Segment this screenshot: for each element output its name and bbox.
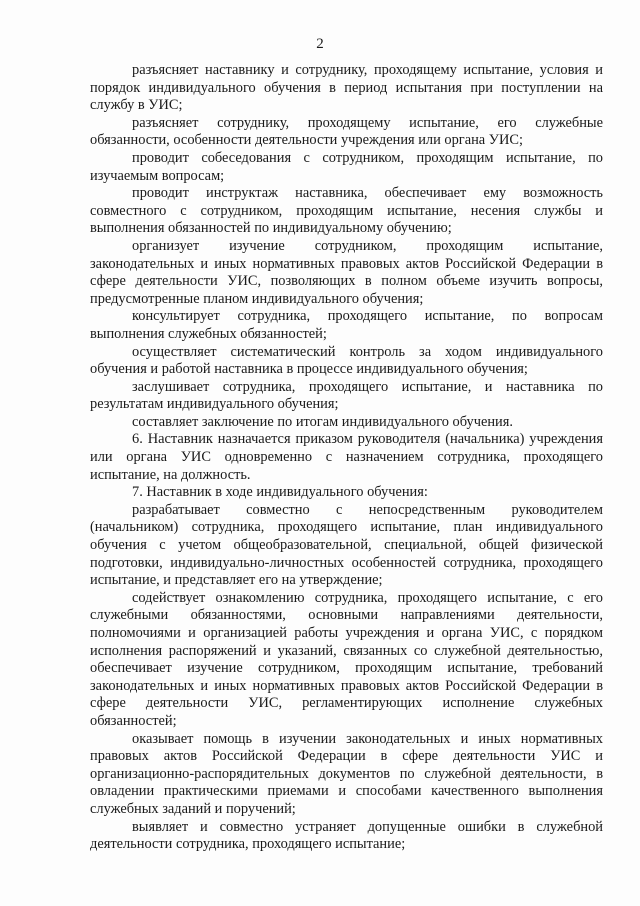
paragraph: заслушивает сотрудника, проходящего испытание, и наставника по результатам индивидуального обучения; xyxy=(90,378,603,413)
paragraph: оказывает помощь в изучении законодательных и иных нормативных правовых актов Российской Федерации в сфере деятельности УИС и организационно-распорядительных документов по служебной деятельности, в овладении практическими приемами и способами качественного выполнения служебных заданий и поручений; xyxy=(90,730,603,817)
paragraph: разрабатывает совместно с непосредственным руководителем (начальником) сотрудника, проходящего испытание, план индивидуального обучения с учетом общеобразовательной, специальной, общей физической подготовки, индивидуально-личностных особенностей сотрудника, проходящего испытание, и представляет его на утверждение; xyxy=(90,501,603,589)
paragraph: разъясняет сотруднику, проходящему испытание, его служебные обязанности, особенности деятельности учреждения или органа УИС; xyxy=(90,114,603,149)
paragraph: разъясняет наставнику и сотруднику, проходящему испытание, условия и порядок индивидуального обучения в период испытания при поступлении на службу в УИС; xyxy=(90,62,603,114)
paragraph: составляет заключение по итогам индивидуального обучения. xyxy=(132,413,513,430)
paragraph: 7. Наставник в ходе индивидуального обучения: xyxy=(132,484,428,501)
paragraph: проводит инструктаж наставника, обеспечивает ему возможность совместного с сотрудником, проходящим испытание, несения службы и выполнения обязанностей по индивидуальному обучению; xyxy=(90,185,603,237)
paragraph: консультирует сотрудника, проходящего испытание, по вопросам выполнения служебных обязанностей; xyxy=(90,308,603,342)
paragraph: осуществляет систематический контроль за ходом индивидуального обучения и работой наставника в процессе индивидуального обучения; xyxy=(90,343,603,378)
paragraph: 6. Наставник назначается приказом руководителя (начальника) учреждения или органа УИС одновременно с назначением сотрудника, проходящего испытание, на должность. xyxy=(90,431,603,483)
paragraph: содействует ознакомлению сотрудника, проходящего испытание, с его служебными обязанностями, основными направлениями деятельности, полномочиями и организацией работы учреждения и органа УИС, с порядком исполнения распоряжений и указаний, связанных со служебной деятельностью, обеспечивает изучение сотрудником, проходящим испытание, требований законодательных и иных нормативных правовых актов Российской Федерации в сфере деятельности УИС, регламентирующих исполнение служебных обязанностей; xyxy=(90,589,603,729)
paragraph: проводит собеседования с сотрудником, проходящим испытание, по изучаемым вопросам; xyxy=(90,149,603,184)
paragraph: выявляет и совместно устраняет допущенные ошибки в служебной деятельности сотрудника, проходящего испытание; xyxy=(90,818,603,853)
document-body xyxy=(90,62,603,854)
paragraph: организует изучение сотрудником, проходящим испытание, законодательных и иных нормативных правовых актов Российской Федерации в сфере деятельности УИС, позволяющих в полном объеме изучить вопросы, предусмотренные планом индивидуального обучения; xyxy=(90,237,603,307)
page-number: 2 xyxy=(316,36,324,52)
